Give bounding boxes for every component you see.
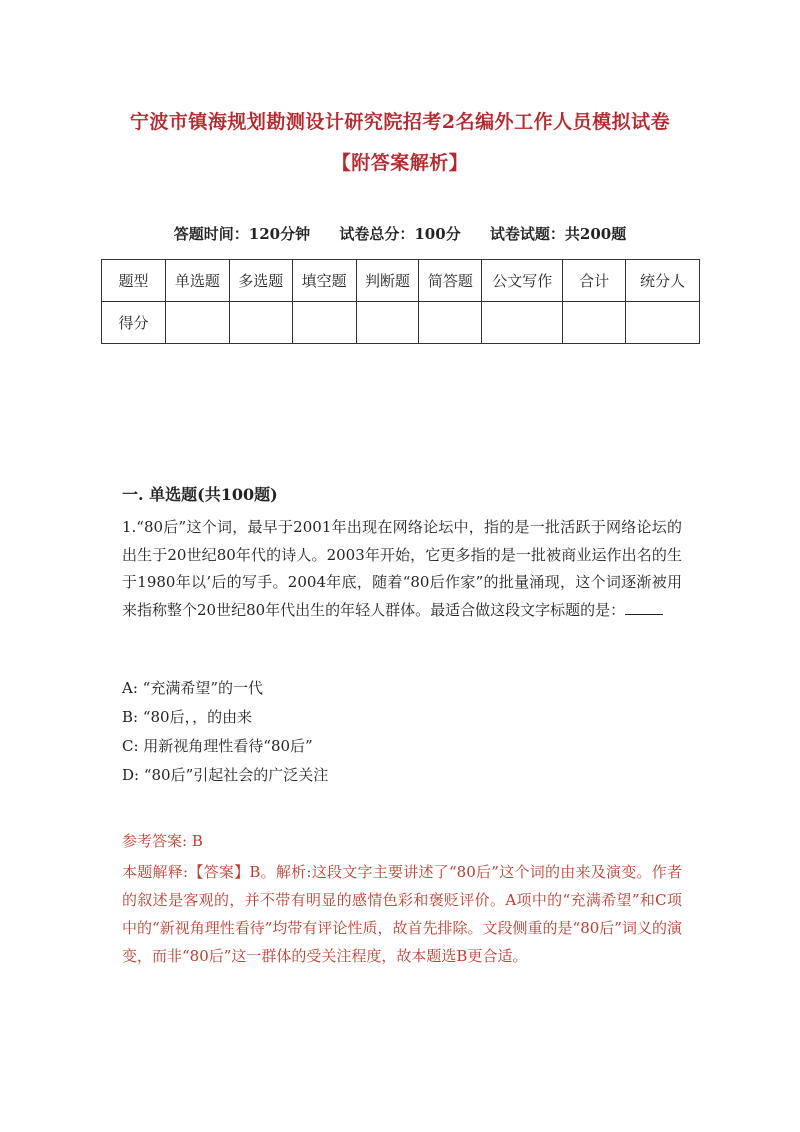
score-table-header-cell: 单选题 [165,260,229,302]
score-table-header-cell: 多选题 [229,260,292,302]
option-list [122,674,682,790]
score-table-score-row [102,302,700,344]
score-table-header-row [102,260,700,302]
question-stem-text: 1.“80后”这个词，最早于2001年出现在网络论坛中，指的是一批活跃于网络论坛的出生于20世纪80年代的诗人。2003年开始，它更多指的是一批被商业运作出名的生于1980年以’后的写手。2004年底，随着“80后作家”的批量涌现，这个词逐渐被用来指称整个20世纪80年代出生的年轻人群体。最适合做这段文字标题的是： [122,518,682,619]
score-cell [229,302,292,344]
option-b: B: “80后，，的由来 [122,708,253,726]
score-table [101,259,700,344]
score-row-label: 得分 [102,302,166,344]
exam-meta [0,223,800,244]
score-cell [563,302,626,344]
document-subtitle: 【附答案解析】 [331,152,469,174]
exam-question-count: 试卷试题：共200题 [489,225,627,243]
score-table-header-cell: 填空题 [292,260,356,302]
score-table-header-cell: 合计 [563,260,626,302]
option-d: D: “80后”引起社会的广泛关注 [122,766,329,784]
score-cell [292,302,356,344]
score-table-header-cell: 公文写作 [482,260,563,302]
score-cell [419,302,482,344]
score-cell [165,302,229,344]
score-table-header-cell: 统分人 [626,260,700,302]
score-table-header-cell: 题型 [102,260,166,302]
score-cell [356,302,419,344]
score-table-header-cell: 判断题 [356,260,419,302]
answer-blank [625,600,663,615]
document-title: 宁波市镇海规划勘测设计研究院招考2名编外工作人员模拟试卷 [129,111,671,133]
exam-time: 答题时间：120分钟 [173,225,311,243]
option-c: C: 用新视角理性看待“80后” [122,737,313,755]
reference-answer: 参考答案: B [122,832,203,850]
score-cell [626,302,700,344]
option-a: A: “充满希望”的一代 [122,679,263,697]
question-stem [122,514,682,624]
score-table-header-cell: 简答题 [419,260,482,302]
score-cell [482,302,563,344]
section-heading: 一. 单选题(共100题) [122,485,278,504]
answer-explanation: 本题解释:【答案】B。解析:这段文字主要讲述了“80后”这个词的由来及演变。作者的叙述是客观的，并不带有明显的感情色彩和褒贬评价。A项中的“充满希望”和C项中的“新视角理性看待”均带有评论性质，故首先排除。文段侧重的是“80后”词义的演变，而非“80后”这一群体的受关注程度，故本题选B更合适。 [122,863,682,965]
exam-total-score: 试卷总分：100分 [339,225,461,243]
